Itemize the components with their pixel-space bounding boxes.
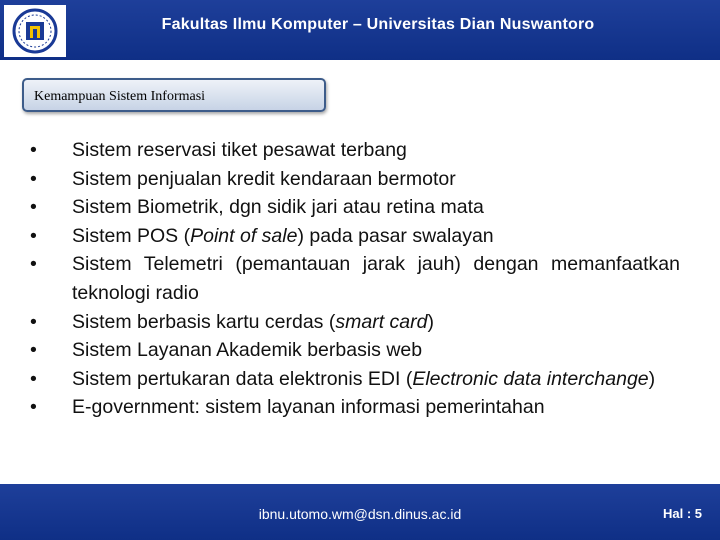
slide-title-box [22, 78, 326, 112]
list-item [30, 365, 680, 394]
header-bar [0, 0, 720, 60]
bullet-icon: • [30, 167, 37, 190]
bullet-icon: • [30, 196, 37, 219]
bullet-icon: • [30, 253, 37, 276]
list-item [30, 250, 680, 307]
list-item [30, 165, 680, 194]
list-item [30, 222, 680, 251]
list-item-text: Sistem Telemetri (pemantauan jarak jauh) dengan memanfaatkan teknologi radio [72, 253, 680, 304]
footer-email[interactable]: ibnu.utomo.wm@dsn.dinus.ac.id [258, 506, 462, 522]
list-item-text: Sistem pertukaran data elektronis EDI (Electronic data interchange) [72, 367, 656, 390]
list-item-text: Sistem Layanan Akademik berbasis web [72, 339, 423, 362]
bullet-list [30, 136, 680, 422]
list-item-text: Sistem berbasis kartu cerdas (smart card) [72, 310, 434, 333]
slide-title: Kemampuan Sistem Informasi [34, 89, 206, 104]
bullet-icon: • [30, 224, 37, 247]
university-logo-icon [10, 7, 60, 55]
logo [4, 5, 66, 57]
bullet-icon: • [30, 396, 37, 419]
list-item-text: Sistem reservasi tiket pesawat terbang [72, 139, 407, 161]
list-item [30, 308, 680, 337]
bullet-icon: • [30, 339, 37, 362]
list-item-text: E-government: sistem layanan informasi pemerintahan [72, 396, 545, 419]
list-item [30, 393, 680, 422]
list-item-text: Sistem Biometrik, dgn sidik jari atau retina mata [72, 196, 484, 219]
footer-bar [0, 484, 720, 540]
bullet-icon: • [30, 139, 37, 161]
bullet-icon: • [30, 310, 37, 333]
page-number: Hal : 5 [662, 506, 702, 521]
list-item [30, 136, 680, 165]
header-title: Fakultas Ilmu Komputer – Universitas Dian Nuswantoro [161, 16, 595, 33]
list-item [30, 336, 680, 365]
bullet-icon: • [30, 367, 37, 390]
list-item [30, 193, 680, 222]
list-item-text: Sistem POS (Point of sale) pada pasar swalayan [72, 224, 494, 247]
list-item-text: Sistem penjualan kredit kendaraan bermotor [72, 167, 456, 190]
